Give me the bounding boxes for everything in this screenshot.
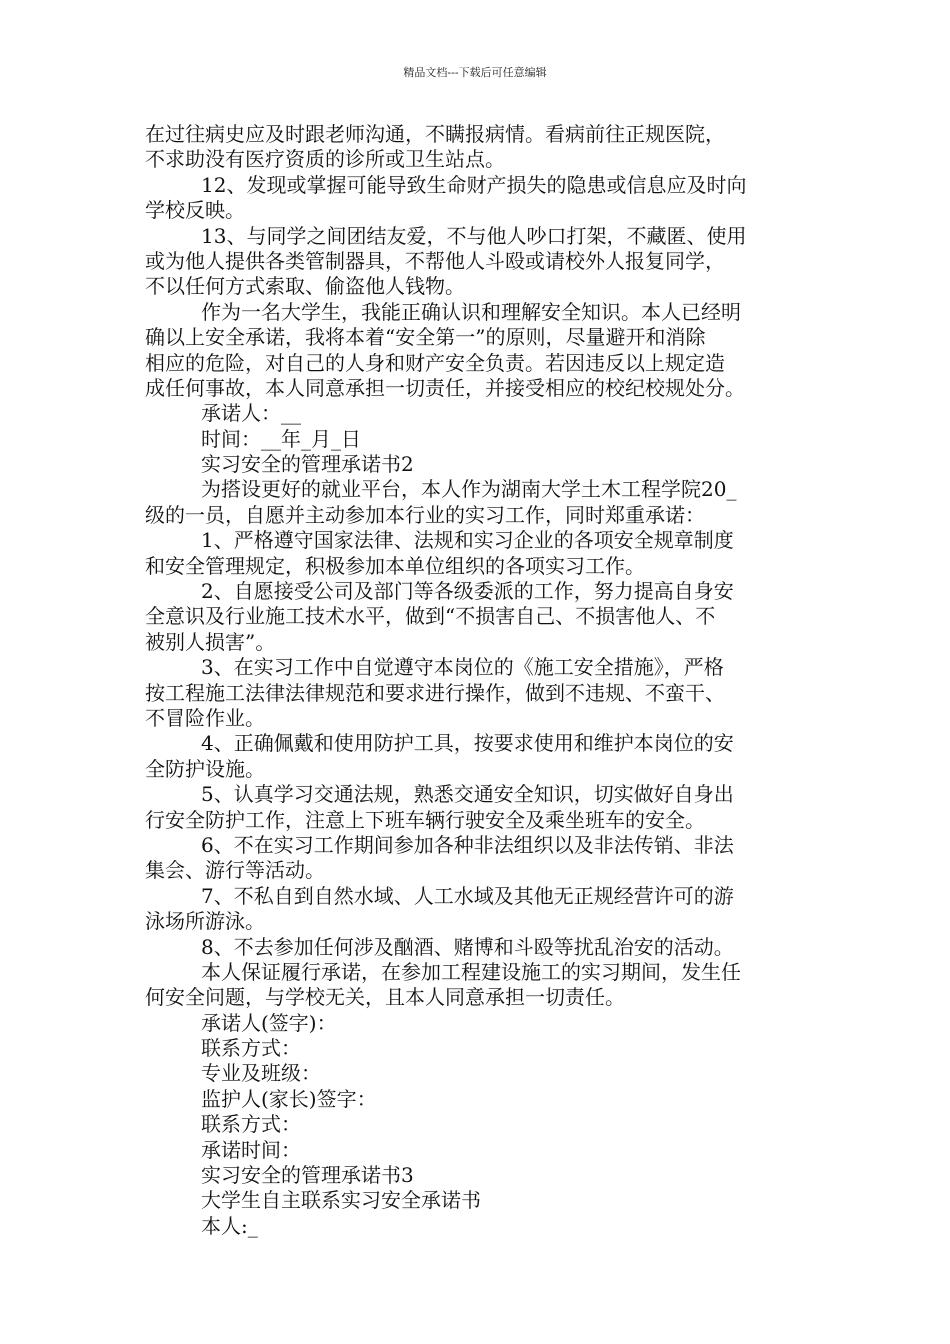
text-line: 7、不私自到自然水域、人工水域及其他无正规经营许可的游 [201,883,734,908]
text-line: 实习安全的管理承诺书2 [201,452,414,477]
text-line: 本人保证履行承诺，在参加工程建设施工的实习期间，发生任 [201,959,741,984]
text-line: 3、在实习工作中自觉遵守本岗位的《施工安全措施》，严格 [201,655,724,680]
text-line: 行安全防护工作，注意上下班车辆行驶安全及乘坐班车的安全。 [145,807,705,832]
text-line: 监护人(家长)签字： [201,1086,377,1111]
text-line: 在过往病史应及时跟老师沟通，不瞒报病情。看病前往正规医院， [145,122,725,146]
text-line: 不求助没有医疗资质的诊所或卫生站点。 [145,147,505,172]
text-line: 1、严格遵守国家法律、法规和实习企业的各项安全规章制度 [201,528,734,553]
text-line: 泳场所游泳。 [145,909,265,934]
text-line: 13、与同学之间团结友爱，不与他人吵口打架，不藏匿、使用 [201,223,747,248]
text-line: 作为一名大学生，我能正确认识和理解安全知识。本人已经明 [201,299,741,324]
text-line: 联系方式： [201,1036,301,1061]
text-line: 2、自愿接受公司及部门等各级委派的工作，努力提高自身安 [201,579,734,604]
document-body [145,122,810,1239]
text-line: 全防护设施。 [145,756,265,781]
text-line: 确以上安全承诺，我将本着“安全第一”的原则，尽量避开和消除 [145,325,706,350]
text-line: 学校反映。 [145,198,245,223]
text-line: 承诺人：__ [201,401,301,426]
text-line: 8、不去参加任何涉及酗酒、赌博和斗殴等扰乱治安的活动。 [201,934,734,959]
text-line: 相应的危险，对自己的人身和财产安全负责。若因违反以上规定造 [145,350,725,375]
text-line: 实习安全的管理承诺书3 [201,1163,414,1188]
text-line: 集会、游行等活动。 [145,858,325,883]
text-line: 何安全问题，与学校无关，且本人同意承担一切责任。 [145,985,625,1010]
text-line: 联系方式： [201,1112,301,1137]
text-line: 12、发现或掌握可能导致生命财产损失的隐患或信息应及时向 [201,172,747,197]
text-line: 和安全管理规定，积极参加本单位组织的各项实习工作。 [145,553,645,578]
text-line: 为搭设更好的就业平台，本人作为湖南大学土木工程学院20_ [201,477,737,502]
text-line: 被别人损害”。 [145,629,276,654]
text-line: 承诺时间： [201,1137,301,1162]
text-line: 不冒险作业。 [145,705,265,730]
text-line: 或为他人提供各类管制器具，不帮他人斗殴或请校外人报复同学， [145,248,725,273]
text-line: 按工程施工法律法律规范和要求进行操作，做到不违规、不蛮干、 [145,680,725,705]
text-line: 全意识及行业施工技术水平，做到“不损害自己、不损害他人、不 [145,604,716,629]
text-line: 6、不在实习工作期间参加各种非法组织以及非法传销、非法 [201,832,734,857]
text-line: 专业及班级： [201,1061,321,1086]
text-line: 4、正确佩戴和使用防护工具，按要求使用和维护本岗位的安 [201,731,734,756]
text-line: 承诺人(签字)： [201,1010,337,1035]
text-line: 时间：__年_月_日 [201,426,361,451]
text-line: 大学生自主联系实习安全承诺书 [201,1188,481,1213]
page-header: 精品文档---下载后可任意编辑 [403,66,547,79]
text-line: 不以任何方式索取、偷盗他人钱物。 [145,274,465,299]
text-line: 成任何事故，本人同意承担一切责任，并接受相应的校纪校规处分。 [145,375,745,400]
text-line: 本人:_ [201,1213,258,1238]
text-line: 级的一员，自愿并主动参加本行业的实习工作，同时郑重承诺： [145,502,705,527]
text-line: 5、认真学习交通法规，熟悉交通安全知识，切实做好自身出 [201,782,734,807]
